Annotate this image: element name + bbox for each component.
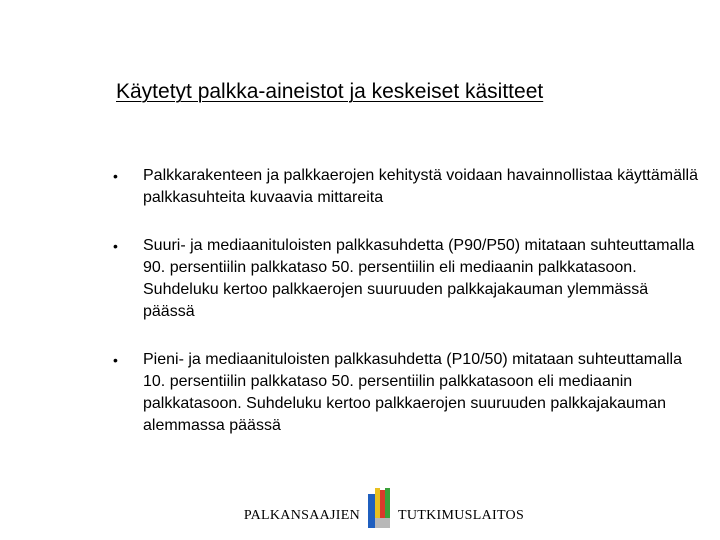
- bullet-item: [113, 235, 703, 323]
- bullet-marker: •: [113, 168, 118, 184]
- footer-org-name-left: PALKANSAAJIEN: [243, 508, 360, 523]
- bullet-text: Suuri- ja mediaanituloisten palkkasuhdetta (P90/P50) mitataan suhteuttamalla 90. persentiilin palkkataso 50. persentiilin eli mediaanin palkkatasoon. Suhdeluku kertoo palkkaerojen suuruuden palkkajakauman ylemmässä päässä: [143, 237, 695, 320]
- bullet-list: [113, 165, 703, 463]
- slide-title: Käytetyt palkka-aineistot ja keskeiset käsitteet: [116, 80, 544, 103]
- logo-bar-red: [380, 490, 385, 518]
- bullet-marker: •: [113, 238, 118, 254]
- bullet-marker: •: [113, 352, 118, 368]
- footer: [0, 488, 720, 534]
- bullet-text: Palkkarakenteen ja palkkaerojen kehitystä voidaan havainnollistaa käyttämällä palkkasuhteita kuvaavia mittareita: [143, 167, 698, 206]
- footer-org-name-right: TUTKIMUSLAITOS: [398, 508, 525, 523]
- bullet-item: [113, 165, 703, 209]
- logo-bar-yellow: [375, 488, 380, 518]
- logo-bar-green: [385, 488, 390, 520]
- bullet-item: [113, 349, 703, 437]
- logo-bar-blue: [368, 494, 375, 528]
- bullet-text: Pieni- ja mediaanituloisten palkkasuhdetta (P10/50) mitataan suhteuttamalla 10. persentiilin palkkataso 50. persentiilin palkkatasoon eli mediaanin palkkatasoon. Suhdeluku kertoo palkkaerojen suuruuden palkkajakauman alemmassa päässä: [143, 351, 682, 434]
- institute-logo: [366, 488, 394, 530]
- logo-bar-gray: [375, 518, 390, 528]
